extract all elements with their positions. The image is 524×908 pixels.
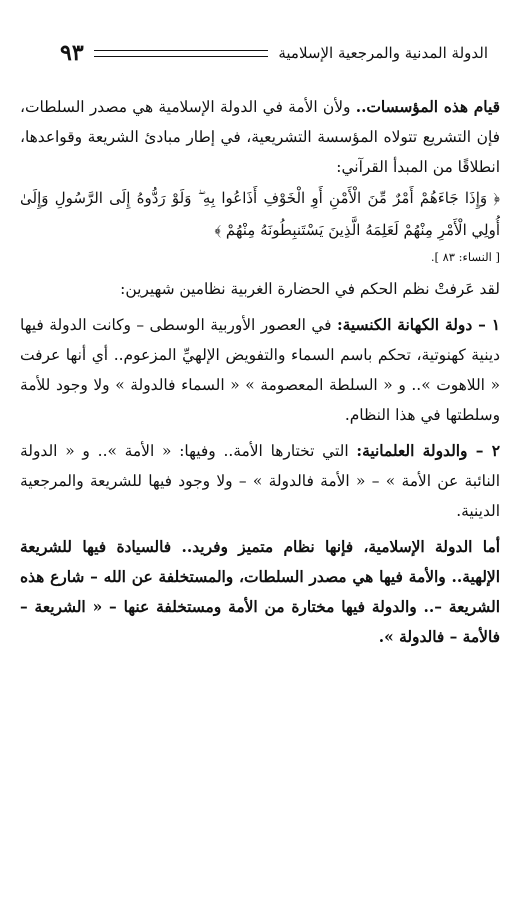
header-rule	[94, 50, 269, 57]
paragraph-1	[20, 92, 500, 182]
paragraph-4-text: التي تختارها الأمة.. وفيها: « الأمة ».. و « الدولة النائبة عن الأمة » – « الأمة فالدولة » – ولا وجود فيها للشريعة والمرجعية الدينية.	[20, 442, 500, 520]
paragraph-3-lead: ١ – دولة الكهانة الكنسية:	[336, 316, 500, 334]
page-body	[20, 92, 500, 652]
running-title: الدولة المدنية والمرجعية الإسلامية	[278, 44, 488, 62]
paragraph-4-lead: ٢ – والدولة العلمانية:	[356, 442, 500, 460]
page-number: ٩٣	[60, 40, 84, 66]
quran-reference: [ النساء: ٨٣ ].	[430, 250, 500, 264]
paragraph-3-text: في العصور الأوربية الوسطى – وكانت الدولة فيها دينية كهنوتية، تحكم باسم السماء والتفويض الإلهيِّ المزعوم.. أي أنها عرفت « اللاهوت ».. و « السلطة المعصومة » « السماء فالدولة » ولا وجود للأمة وسلطتها في هذا النظام.	[20, 316, 500, 424]
running-header	[60, 38, 488, 68]
paragraph-4	[20, 436, 500, 526]
paragraph-1-lead: قيام هذه المؤسسات..	[355, 98, 501, 116]
paragraph-5: أما الدولة الإسلامية، فإنها نظام متميز وفريد.. فالسيادة فيها للشريعة الإلهية.. والأمة فيها هي مصدر السلطات، والمستخلفة عن الله – شارع هذه الشريعة –.. والدولة فيها مختارة من الأمة ومستخلفة عنها – « الشريعة – فالأمة – فالدولة ».	[20, 538, 500, 646]
paragraph-2: لقد عَرفتْ نظم الحكم في الحضارة الغربية نظامين شهيرين:	[120, 280, 500, 298]
quran-verse: ﴿ وَإِذَا جَاءَهُمْ أَمْرٌ مِّنَ الْأَمْنِ أَوِ الْخَوْفِ أَذَاعُوا بِهِ ۖ وَلَوْ رَدُّوهُ إِلَى الرَّسُولِ وَإِلَىٰ أُولِي الْأَمْرِ مِنْهُمْ لَعَلِمَهُ الَّذِينَ يَسْتَنبِطُونَهُ مِنْهُمْ ﴾	[20, 189, 500, 239]
paragraph-1-text: ولأن الأمة في الدولة الإسلامية هي مصدر السلطات، فإن التشريع تتولاه المؤسسة التشريعية، في إطار مبادئ الشريعة وقواعدها، انطلاقًا من المبدأ القرآني:	[20, 98, 500, 176]
paragraph-3	[20, 310, 500, 430]
